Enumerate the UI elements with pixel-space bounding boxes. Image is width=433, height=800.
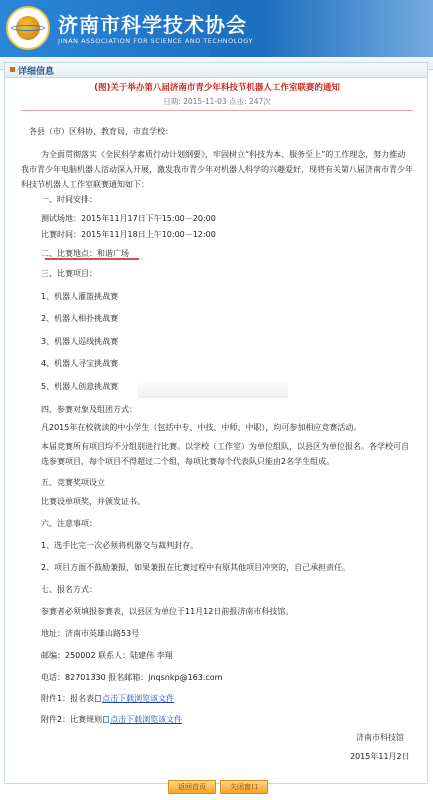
list-item: 5、机器人创意挑战赛: [41, 382, 119, 391]
salutation: 各县（市）区科协、教育局，市直学校：: [29, 127, 173, 136]
note-2: 2、项目方面不鼓励兼报，如果兼报在比赛过程中有原其他项目冲突的，自己承担责任。: [41, 563, 351, 572]
participants-text: 凡2015年在校就读的中小学生（包括中专、中技、中师、中职），均可参加相应竞赛活动。: [41, 423, 362, 432]
section-time: 一、时间安排：: [41, 195, 97, 204]
logo-icon[interactable]: [6, 6, 50, 50]
section-notes: 六、注意事项：: [41, 519, 97, 528]
embedded-image-strip: [138, 383, 288, 398]
postcode-contact: 邮编：250002 联系人：陆建伟 李翔: [41, 651, 173, 660]
section-participants: 四、参赛对象及组团方式：: [41, 405, 137, 414]
attachment-1: [41, 693, 174, 704]
file-icon: [103, 716, 109, 723]
awards-text: 比赛设单项奖，并颁发证书。: [41, 497, 145, 506]
note-1: 1、选手比完一次必须将机器交与裁判封存。: [41, 541, 199, 550]
attachment-2-label: 附件2：比赛规则: [41, 715, 103, 724]
site-header: [0, 0, 433, 57]
place-value: 和谐广场: [97, 249, 129, 258]
article-meta: 日期: 2015-11-03 点击: 247次: [163, 97, 271, 106]
signature-date: 2015年11月2日: [350, 752, 410, 761]
test-time: 测试场地：2015年11月17日下午15:00－20:00: [41, 214, 216, 223]
red-underline: [45, 258, 139, 260]
file-icon: [95, 695, 101, 702]
article-title: (图)关于举办第八届济南市青少年科技节机器人工作室联赛的通知: [94, 83, 340, 93]
detail-panel: [4, 62, 428, 784]
attachment-2: [41, 714, 182, 725]
signature-org: 济南市科技馆: [356, 733, 404, 742]
section-place-label: 二、比赛地点：: [41, 249, 97, 258]
bullet-icon: [10, 67, 15, 72]
section-awards: 五、竞赛奖项设立: [41, 478, 105, 487]
close-window-button[interactable]: 关闭窗口: [220, 780, 268, 794]
signup-text: 参赛者必须填报参赛表，以县区为单位于11月12日前报济南市科技馆。: [41, 607, 294, 616]
phone-email: 电话：82701330 报名邮箱：jnqsnkp@163.com: [41, 673, 223, 682]
list-item: 2、机器人相扑挑战赛: [41, 314, 119, 323]
attachment-2-link[interactable]: 点击下载浏览该文件: [110, 715, 183, 724]
address: 地址：济南市英雄山路53号: [41, 629, 140, 638]
back-home-button[interactable]: 返回首页: [168, 780, 216, 794]
button-bar: [0, 780, 433, 794]
list-item: 1、机器人灌篮挑战赛: [41, 292, 119, 301]
banner-decoration: [263, 0, 433, 57]
section-items: 三、比赛项目：: [41, 269, 97, 278]
section-signup: 七、报名方式：: [41, 585, 97, 594]
attachment-1-link[interactable]: 点击下载浏览该文件: [102, 694, 175, 703]
title-divider: [21, 110, 413, 111]
match-time: 比赛时间：2015年11月18日上午10:00－12:00: [41, 230, 216, 239]
attachment-1-label: 附件1：报名表: [41, 694, 95, 703]
list-item: 3、机器人巡线挑战赛: [41, 337, 119, 346]
site-subtitle: JINAN ASSOCIATION FOR SCIENCE AND TECHNOLOGY: [58, 37, 253, 45]
site-title: 济南市科学技术协会: [58, 13, 247, 37]
list-item: 4、机器人寻宝挑战赛: [41, 359, 119, 368]
logo-orbit: [11, 25, 45, 31]
panel-header: [5, 63, 427, 78]
rules-paragraph: 本届竞赛所有项目均不分组别进行比赛。以学校（工作室）为单位组队，以县区为单位报名。各学校可自选参赛项目，每个项目不得超过二个组，每项比赛每个代表队只能由2名学生组成。: [41, 442, 409, 466]
intro-paragraph: 为全面贯彻落实《全民科学素质行动计划纲要》，牢固树立“科技为本、服务至上”的工作理念，努力推动我市青少年电脑机器人活动深入开展，激发我市青少年对机器人科学的兴趣爱好，现将有关第八届济南市青少年科技节机器人工作室联赛通知如下：: [21, 150, 413, 189]
panel-label: 详细信息: [18, 67, 55, 77]
